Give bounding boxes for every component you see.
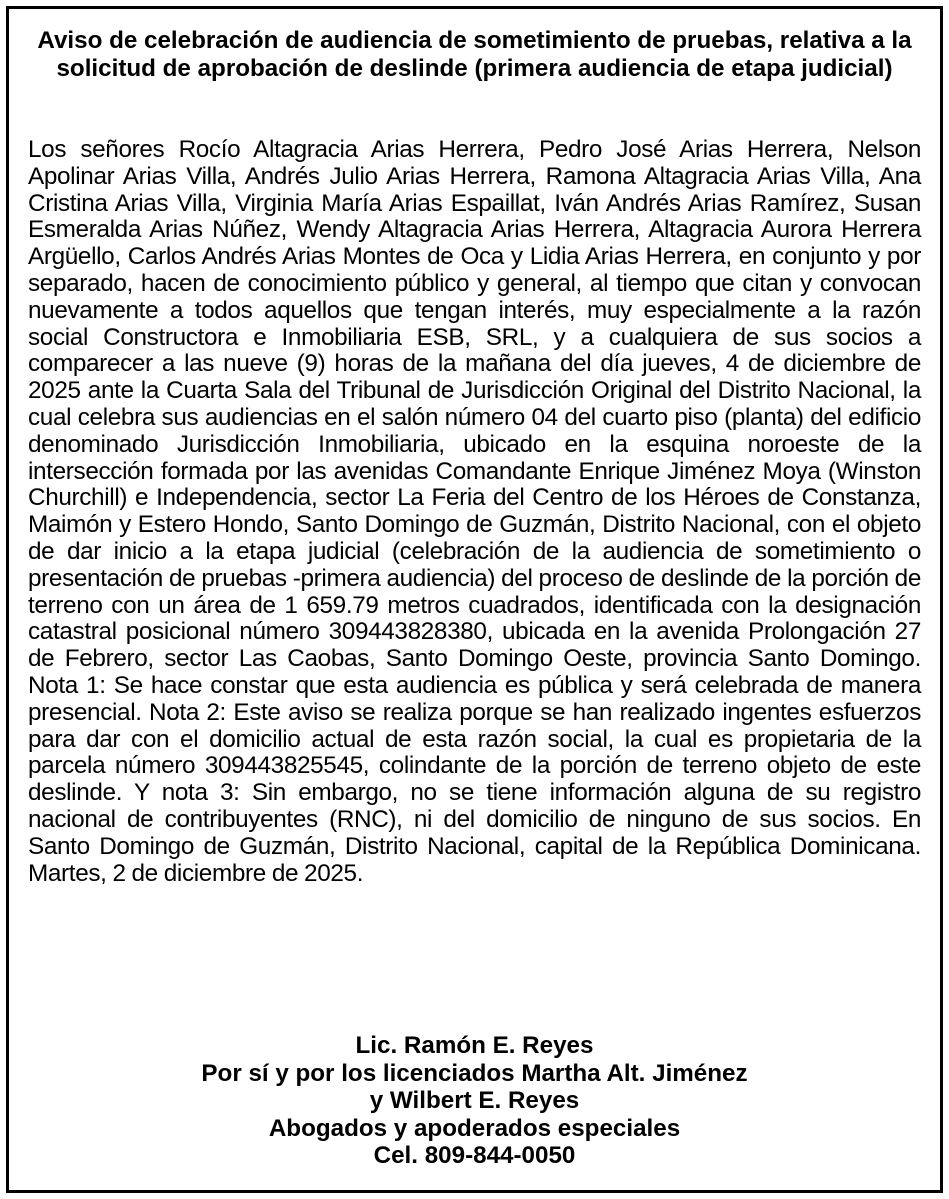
legal-notice xyxy=(6,6,943,1193)
notice-body: Los señores Rocío Altagracia Arias Herrera, Pedro José Arias Herrera, Nelson Apolinar Arias Villa, Andrés Julio Arias Herrera, Ramona Altagracia Arias Villa, Ana Cristina Arias Villa, Virginia María Arias Espaillat, Iván Andrés Arias Ramírez, Susan Esmeralda Arias Núñez, Wendy Altagracia Arias Herrera, Altagracia Aurora Herrera Argüello, Carlos Andrés Arias Montes de Oca y Lidia Arias Herrera, en conjunto y por separado, hacen de conocimiento público y general, al tiempo que citan y convocan nuevamente a todos aquellos que tengan interés, muy especialmente a la razón social Constructora e Inmobiliaria ESB, SRL, y a cualquiera de sus socios a comparecer a las nueve (9) horas de la mañana del día jueves, 4 de diciembre de 2025 ante la Cuarta Sala del Tribunal de Jurisdicción Original del Distrito Nacional, la cual celebra sus audiencias en el salón número 04 del cuarto piso (planta) del edificio denominado Jurisdicción Inmobiliaria, ubicado en la esquina noroeste de la intersección formada por las avenidas Comandante Enrique Jiménez Moya (Winston Churchill) e Independencia, sector La Feria del Centro de los Héroes de Constanza, Maimón y Estero Hondo, Santo Domingo de Guzmán, Distrito Nacional, con el objeto de dar inicio a la etapa judicial (celebración de la audiencia de sometimiento o presentación de pruebas -primera audiencia) del proceso de deslinde de la porción de terreno con un área de 1 659.79 metros cuadrados, identificada con la designación catastral posicional número 309443828380, ubicada en la avenida Prolongación 27 de Febrero, sector Las Caobas, Santo Domingo Oeste, provincia Santo Domingo. Nota 1: Se hace constar que esta audiencia es pública y será celebrada de manera presencial. Nota 2: Este aviso se realiza porque se han realizado ingentes esfuerzos para dar con el domicilio actual de esta razón social, la cual es propietaria de la parcela número 309443825545, colindante de la porción de terreno objeto de este deslinde. Y nota 3: Sin embargo, no se tiene información alguna de su registro nacional de contribuyentes (RNC), ni del domicilio de ninguno de sus socios. En Santo Domingo de Guzmán, Distrito Nacional, capital de la República Dominicana. Martes, 2 de diciembre de 2025. xyxy=(28,136,921,887)
signatory-name: Lic. Ramón E. Reyes xyxy=(355,1032,594,1059)
on-behalf-line-1: Por sí y por los licenciados Martha Alt. Jiménez xyxy=(201,1059,748,1087)
signature-block xyxy=(29,1032,920,1170)
notice-title: Aviso de celebración de audiencia de sometimiento de pruebas, relativa a la solicitud de aprobación de deslinde (primera audiencia de etapa judicial) xyxy=(37,27,912,82)
signatory-phone: Cel. 809-844-0050 xyxy=(373,1142,576,1169)
signatory-role: Abogados y apoderados especiales xyxy=(268,1114,681,1142)
on-behalf-line-2: y Wilbert E. Reyes xyxy=(369,1087,580,1114)
